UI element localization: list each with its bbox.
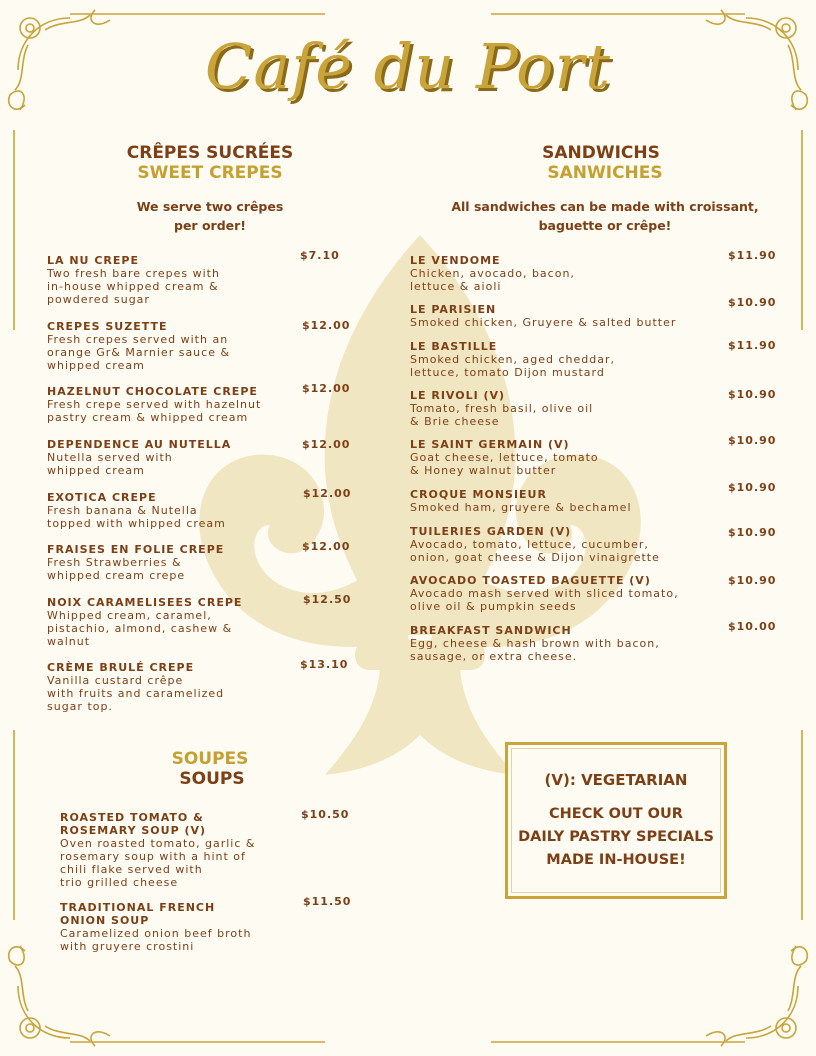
pastry-specials-note: CHECK OUT OUR DAILY PASTRY SPECIALS MADE IN-HOUSE! <box>518 806 714 868</box>
item-name: FRAISES EN FOLIE CREPE <box>47 543 225 556</box>
menu-item <box>47 596 242 648</box>
item-price: $12.00 <box>303 487 352 500</box>
item-name: LE RIVOLI (V) <box>410 389 506 402</box>
crepes-heading-fr: CRÊPES SUCRÉES <box>126 143 294 163</box>
notice-box <box>505 742 727 899</box>
item-price: $10.90 <box>728 574 777 587</box>
menu-item <box>410 488 632 514</box>
menu-item <box>410 525 660 564</box>
item-description: Smoked ham, gruyere & bechamel <box>410 501 632 514</box>
menu-item <box>410 303 676 329</box>
item-price: $10.90 <box>728 434 777 447</box>
item-name: HAZELNUT CHOCOLATE CREPE <box>47 385 258 398</box>
item-name: TRADITIONAL FRENCH ONION SOUP <box>60 901 216 927</box>
item-name: LE VENDOME <box>410 254 501 267</box>
crepes-note: We serve two crêpes per order! <box>136 199 284 233</box>
item-price: $12.00 <box>302 540 351 553</box>
menu-item <box>410 340 615 379</box>
item-price: $11.90 <box>728 249 777 262</box>
item-price: $12.00 <box>302 438 351 451</box>
item-price: $10.00 <box>728 620 777 633</box>
menu-item <box>47 438 231 477</box>
menu-item <box>47 320 230 372</box>
item-price: $10.50 <box>301 808 350 821</box>
item-price: $11.50 <box>303 895 352 908</box>
item-price: $10.90 <box>728 296 777 309</box>
item-name: AVOCADO TOASTED BAGUETTE (V) <box>410 574 651 587</box>
item-description: Caramelized onion beef broth with gruyere crostini <box>60 927 252 953</box>
item-description: Avocado, tomato, lettuce, cucumber, onion, goat cheese & Dijon vinaigrette <box>410 538 660 564</box>
item-price: $12.00 <box>302 319 351 332</box>
vegetarian-legend: (V): VEGETARIAN <box>544 771 688 789</box>
item-price: $10.90 <box>728 388 777 401</box>
item-description: Fresh banana & Nutella topped with whipped cream <box>47 504 226 530</box>
item-description: Chicken, avocado, bacon, lettuce & aioli <box>410 267 575 293</box>
item-description: Vanilla custard crêpe with fruits and caramelized sugar top. <box>47 674 225 713</box>
menu-item <box>410 254 575 293</box>
menu-item <box>410 438 599 477</box>
item-description: Tomato, fresh basil, olive oil & Brie cheese <box>410 402 594 428</box>
menu-item <box>60 811 255 889</box>
item-price: $12.00 <box>302 382 351 395</box>
menu-item <box>410 389 593 428</box>
item-name: EXOTICA CREPE <box>47 491 157 504</box>
menu-item <box>47 543 224 582</box>
item-description: Two fresh bare crepes with in-house whipped cream & powdered sugar <box>47 267 220 306</box>
item-description: Avocado mash served with sliced tomato, olive oil & pumpkin seeds <box>410 587 679 613</box>
item-price: $10.90 <box>728 481 777 494</box>
sandwiches-note: All sandwiches can be made with croissant, baguette or crêpe! <box>451 199 759 233</box>
item-description: Nutella served with whipped cream <box>47 451 173 477</box>
menu-item <box>47 491 226 530</box>
menu-item <box>47 254 220 306</box>
item-description: Oven roasted tomato, garlic & rosemary soup with a hint of chili flake served with trio grilled cheese <box>60 837 256 889</box>
item-price: $13.10 <box>300 658 349 671</box>
item-description: Fresh crepes served with an orange Gr& Marnier sauce & whipped cream <box>47 333 231 372</box>
menu-item <box>410 574 679 613</box>
item-name: TUILERIES GARDEN (V) <box>410 525 572 538</box>
menu-item <box>60 901 251 953</box>
item-name: BREAKFAST SANDWICH <box>410 624 572 637</box>
sandwiches-heading-en: SANWICHES <box>547 163 663 183</box>
soups-heading-en: SOUPS <box>179 769 245 789</box>
item-name: ROASTED TOMATO & ROSEMARY SOUP (V) <box>60 811 207 837</box>
item-description: Whipped cream, caramel, pistachio, almond, cashew & walnut <box>47 609 233 648</box>
item-price: $12.50 <box>303 593 352 606</box>
menu-item <box>47 385 261 424</box>
item-description: Goat cheese, lettuce, tomato & Honey walnut butter <box>410 451 599 477</box>
item-name: DEPENDENCE AU NUTELLA <box>47 438 232 451</box>
menu-item <box>410 624 660 663</box>
item-name: LE PARISIEN <box>410 303 497 316</box>
crepes-heading-en: SWEET CREPES <box>137 163 283 183</box>
item-description: Smoked chicken, Gruyere & salted butter <box>410 316 677 329</box>
item-name: LE SAINT GERMAIN (V) <box>410 438 570 451</box>
item-name: CREPES SUZETTE <box>47 320 168 333</box>
item-price: $10.90 <box>728 526 777 539</box>
item-name: LA NU CREPE <box>47 254 139 267</box>
soups-heading-fr: SOUPES <box>171 749 249 769</box>
item-price: $11.90 <box>728 339 777 352</box>
item-description: Smoked chicken, aged cheddar, lettuce, tomato Dijon mustard <box>410 353 615 379</box>
item-name: LE BASTILLE <box>410 340 498 353</box>
sandwiches-heading-fr: SANDWICHS <box>542 143 660 163</box>
item-description: Egg, cheese & hash brown with bacon, sausage, or extra cheese. <box>410 637 660 663</box>
item-description: Fresh Strawberries & whipped cream crepe <box>47 556 186 582</box>
item-name: CRÈME BRULÉ CREPE <box>47 661 195 674</box>
cafe-title: Café du Port <box>204 30 612 103</box>
item-name: CROQUE MONSIEUR <box>410 488 547 501</box>
menu-item <box>47 661 224 713</box>
item-description: Fresh crepe served with hazelnut pastry cream & whipped cream <box>47 398 262 424</box>
item-price: $7.10 <box>300 249 340 262</box>
item-name: NOIX CARAMELISEES CREPE <box>47 596 243 609</box>
